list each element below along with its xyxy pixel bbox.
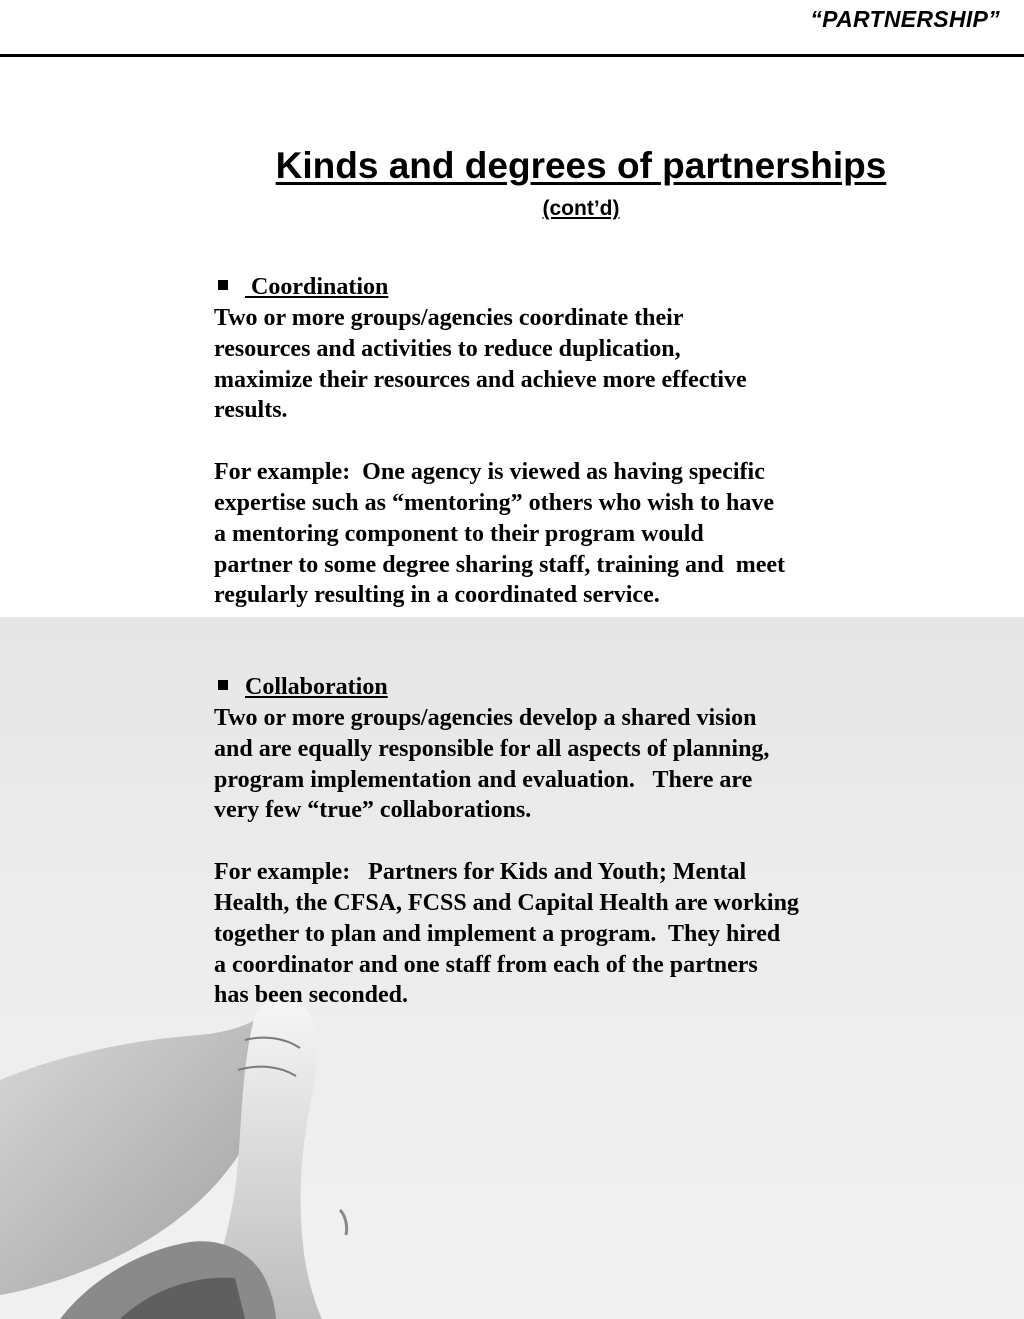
section-description: Two or more groups/agencies develop a shared vision and are equally responsible for all aspects of planning, program implementation and evaluation. There are very few “true” collaborations. <box>214 705 770 824</box>
section-coordination <box>214 272 974 611</box>
section-description: Two or more groups/agencies coordinate their resources and activities to reduce duplication, maximize their resources and achieve more effective results. <box>214 305 747 424</box>
page-subtitle: (cont’d) <box>542 197 620 220</box>
page-title: Kinds and degrees of partnerships <box>275 145 887 186</box>
section-example: For example: Partners for Kids and Youth; Mental Health, the CFSA, FCSS and Capital Health are working together to plan and implement a program. They hired a coordinator and one staff from each of the partners has been seconded. <box>214 859 799 1009</box>
section-heading <box>214 272 974 303</box>
section-collaboration <box>214 672 974 1011</box>
square-bullet-icon <box>218 680 228 690</box>
section-heading <box>214 672 974 703</box>
section-heading-text: Collaboration <box>245 674 388 700</box>
header-title: “PARTNERSHIP” <box>810 6 1000 32</box>
square-bullet-icon <box>218 280 228 290</box>
joined-hands-image <box>0 960 520 1319</box>
header-divider <box>0 54 1024 57</box>
section-heading-text: Coordination <box>245 274 389 300</box>
section-example: For example: One agency is viewed as having specific expertise such as “mentoring” others who wish to have a mentoring component to their program would partner to some degree sharing staff, training and meet regularly resulting in a coordinated service. <box>214 459 786 609</box>
